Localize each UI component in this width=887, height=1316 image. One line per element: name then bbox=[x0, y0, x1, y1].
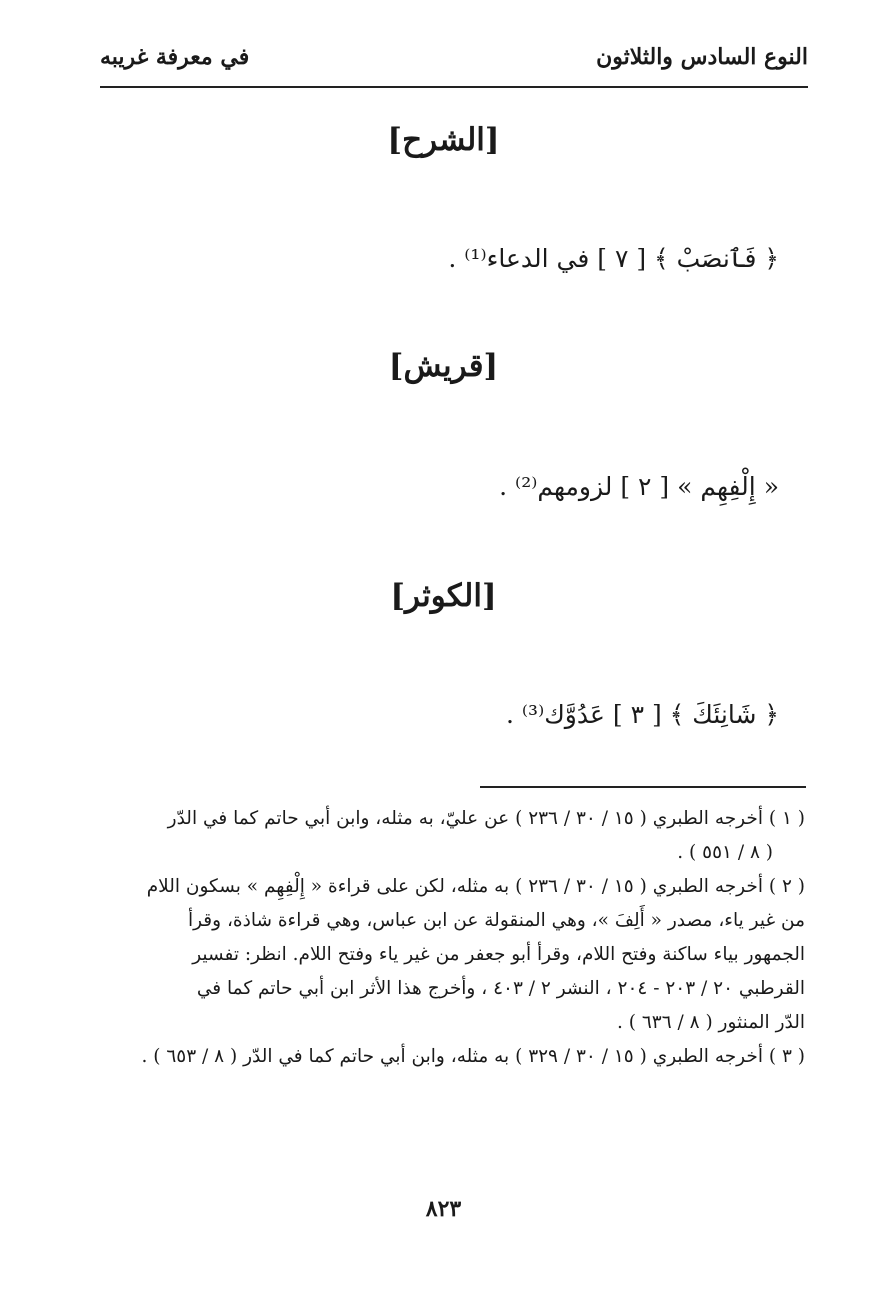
footnote-2-line-3: الجمهور بياء ساكنة وفتح اللام، وقرأ أبو جعفر من غير ياء وفتح اللام. انظر: تفسير bbox=[192, 944, 805, 965]
footnote-2-line-1: ( ٢ ) أخرجه الطبري ( ١٥ / ٣٠ / ٢٣٦ ) به مثله، لكن على قراءة « إِلْفِهِم » بسكون اللام bbox=[146, 876, 805, 897]
header-divider bbox=[100, 86, 808, 88]
footnote-2-line-4: القرطبي ٢٠ / ٢٠٣ - ٢٠٤ ، النشر ٢ / ٤٠٣ ، وأخرج هذا الأثر ابن أبي حاتم كما في bbox=[196, 978, 805, 999]
footnotes bbox=[93, 802, 805, 1074]
gloss-entry-3: ﴿ شَانِئَكَ ﴾ [ ٣ ] عَدُوَّك⁽³⁾ . bbox=[505, 700, 779, 729]
surah-heading-kawthar: [الكوثر] bbox=[390, 578, 497, 614]
surah-heading-sharh: [الشرح] bbox=[387, 122, 500, 158]
chapter-title: النوع السادس والثلاثون bbox=[596, 44, 808, 70]
footnote-divider bbox=[480, 786, 806, 788]
surah-heading-quraysh: [قريش] bbox=[388, 348, 499, 384]
footnote-3-line-1: ( ٣ ) أخرجه الطبري ( ١٥ / ٣٠ / ٣٢٩ ) به مثله، وابن أبي حاتم كما في الدّر ( ٨ / ٦٥٣ ) . bbox=[141, 1046, 805, 1067]
footnote-1-line-2: ( ٨ / ٥٥١ ) . bbox=[677, 842, 773, 863]
page-number: ٨٢٣ bbox=[425, 1196, 462, 1222]
gloss-entry-1: ﴿ فَٱنصَبْ ﴾ [ ٧ ] في الدعاء⁽¹⁾ . bbox=[448, 244, 779, 273]
running-header bbox=[100, 44, 808, 84]
footnote-2-line-5: الدّر المنثور ( ٨ / ٦٣٦ ) . bbox=[616, 1012, 805, 1033]
footnote-1-line-1: ( ١ ) أخرجه الطبري ( ١٥ / ٣٠ / ٢٣٦ ) عن عليّ، به مثله، وابن أبي حاتم كما في الدّر bbox=[167, 808, 805, 829]
footnote-2-line-2: من غير ياء، مصدر « أَلِفَ »، وهي المنقولة عن ابن عباس، وهي قراءة شاذة، وقرأ bbox=[187, 910, 805, 931]
gloss-entry-2: « إِلْفِهِم » [ ٢ ] لزومهم⁽²⁾ . bbox=[499, 472, 779, 501]
section-header-title: في معرفة غريبه bbox=[100, 44, 250, 70]
